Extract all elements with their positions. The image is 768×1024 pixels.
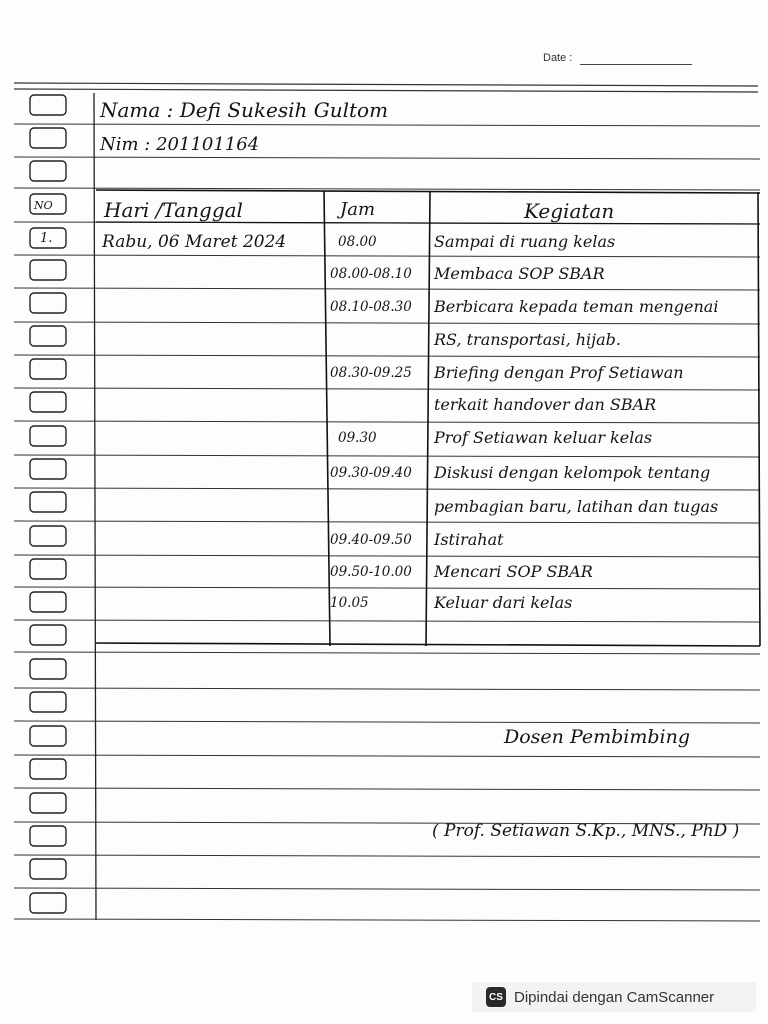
date-label: Date : <box>543 52 573 64</box>
binder-box <box>30 526 66 546</box>
rule-line <box>14 587 760 589</box>
camscanner-text: Dipindai dengan CamScanner <box>514 988 715 1006</box>
binder-box <box>30 625 66 645</box>
activity-cell: Briefing dengan Prof Setiawan <box>434 363 684 382</box>
rule-line <box>14 255 760 257</box>
rule-line <box>14 488 760 490</box>
binder-box <box>30 260 66 280</box>
rule-line <box>14 788 760 790</box>
rule-line <box>14 322 760 324</box>
top-rule <box>14 89 758 92</box>
table-header-border <box>96 222 760 224</box>
rule-line <box>14 688 760 690</box>
activity-cell: Mencari SOP SBAR <box>434 562 593 581</box>
table-col-divider <box>426 192 430 646</box>
rule-line <box>14 555 760 557</box>
table-bottom-border <box>96 643 760 646</box>
student-nim: Nim : 201101164 <box>100 134 260 155</box>
time-cell: 08.00 <box>338 234 377 250</box>
rule-line <box>14 721 760 723</box>
col-header-activity: Kegiatan <box>524 199 615 223</box>
binder-box <box>30 759 66 779</box>
binder-box <box>30 359 66 379</box>
time-cell: 09.50-10.00 <box>330 564 412 580</box>
binder-box <box>30 826 66 846</box>
activity-cell: RS, transportasi, hijab. <box>434 330 621 349</box>
activity-cell: terkait handover dan SBAR <box>434 395 657 414</box>
binder-box <box>30 128 66 148</box>
activity-cell: Membaca SOP SBAR <box>434 264 605 283</box>
activity-cell: Sampai di ruang kelas <box>434 232 616 251</box>
binder-box <box>30 659 66 679</box>
binder-box <box>30 492 66 512</box>
activity-cell: Diskusi dengan kelompok tentang <box>434 463 711 482</box>
rule-line <box>14 620 760 622</box>
signature-name: ( Prof. Setiawan S.Kp., MNS., PhD ) <box>432 821 740 841</box>
time-cell: 08.30-09.25 <box>330 365 412 381</box>
binder-box <box>30 793 66 813</box>
binder-box <box>30 326 66 346</box>
activity-cell: Keluar dari kelas <box>434 593 573 612</box>
rule-line <box>14 652 760 654</box>
col-header-no: NO <box>34 199 53 212</box>
rule-line <box>14 288 760 290</box>
activity-cell: Prof Setiawan keluar kelas <box>434 428 653 447</box>
rule-line <box>14 388 760 390</box>
margin-line <box>94 93 96 920</box>
binder-box <box>30 293 66 313</box>
rule-line <box>14 919 760 921</box>
activity-cell: pembagian baru, latihan dan tugas <box>434 497 719 516</box>
rule-line <box>14 124 760 126</box>
binder-box <box>30 692 66 712</box>
binder-box <box>30 426 66 446</box>
time-cell: 10.05 <box>330 595 369 611</box>
row-number: 1. <box>40 231 53 246</box>
rule-line <box>14 521 760 523</box>
binder-box <box>30 392 66 412</box>
rule-line <box>14 355 760 357</box>
date-line <box>580 64 692 65</box>
camscanner-watermark <box>472 982 756 1012</box>
top-rule <box>14 83 758 86</box>
time-cell: 08.00-08.10 <box>330 266 412 282</box>
time-cell: 09.30 <box>338 430 377 446</box>
binder-box <box>30 592 66 612</box>
col-header-date: Hari /Tanggal <box>104 198 243 222</box>
signature-title: Dosen Pembimbing <box>504 726 691 748</box>
camscanner-logo: CS <box>486 987 506 1007</box>
binder-box <box>30 459 66 479</box>
rule-line <box>14 855 760 857</box>
col-header-time: Jam <box>340 199 376 220</box>
binder-box <box>30 893 66 913</box>
rule-line <box>14 888 760 890</box>
rule-line <box>14 755 760 757</box>
time-cell: 09.40-09.50 <box>330 532 412 548</box>
rule-line <box>14 455 760 457</box>
table-top-border <box>96 190 760 193</box>
student-name: Nama : Defi Sukesih Gultom <box>100 98 389 122</box>
activity-cell: Berbicara kepada teman mengenai <box>434 297 719 316</box>
activity-date: Rabu, 06 Maret 2024 <box>102 232 287 252</box>
binder-box <box>30 559 66 579</box>
binder-box <box>30 95 66 115</box>
rule-line <box>14 421 760 423</box>
binder-box <box>30 859 66 879</box>
binder-box <box>30 161 66 181</box>
time-cell: 09.30-09.40 <box>330 465 412 481</box>
time-cell: 08.10-08.30 <box>330 299 412 315</box>
rule-line <box>14 157 760 159</box>
activity-cell: Istirahat <box>434 530 504 549</box>
binder-box <box>30 726 66 746</box>
table-right-border <box>758 192 760 646</box>
